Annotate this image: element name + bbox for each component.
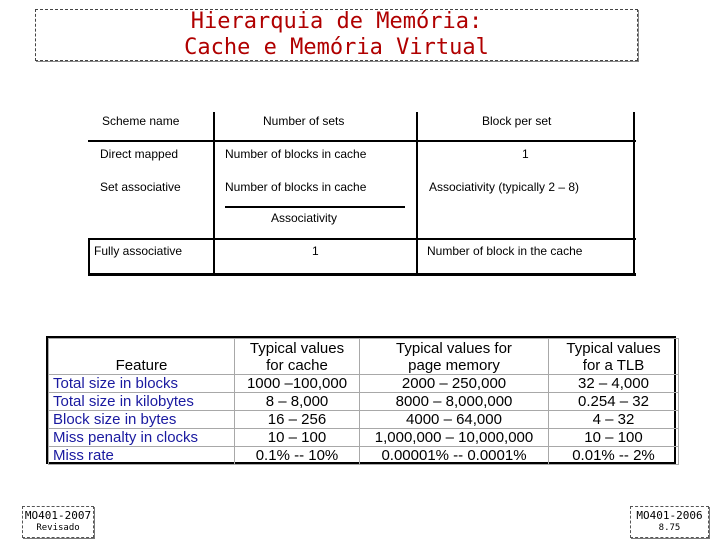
slide-title-line-1: Hierarquia de Memória: xyxy=(190,9,483,34)
row-fully-associative-blocks: Number of block in the cache xyxy=(427,244,583,258)
row-set-associative-sets-numerator: Number of blocks in cache xyxy=(225,180,367,194)
footer-left-note: Revisado xyxy=(36,523,80,533)
footer-course-right xyxy=(630,506,709,538)
header-scheme-name: Scheme name xyxy=(102,114,180,128)
header-tlb: Typical values for a TLB xyxy=(549,339,679,375)
tlb-cell: 10 – 100 xyxy=(549,429,679,447)
tlb-cell: 4 – 32 xyxy=(549,411,679,429)
table-row xyxy=(49,393,679,411)
table-rule xyxy=(88,240,90,275)
table-row xyxy=(49,447,679,465)
header-cache: Typical values for cache xyxy=(235,339,360,375)
row-fully-associative-scheme: Fully associative xyxy=(94,244,183,258)
header-page-memory: Typical values for page memory xyxy=(360,339,549,375)
header-feature: Feature xyxy=(49,339,235,375)
cache-cell: 16 – 256 xyxy=(235,411,360,429)
table-rule xyxy=(88,140,636,142)
row-set-associative-scheme: Set associative xyxy=(100,180,181,194)
cache-cell: 1000 –100,000 xyxy=(235,375,360,393)
table-row xyxy=(49,429,679,447)
table-rule xyxy=(88,238,636,240)
footer-left-course: MO401-2007 xyxy=(24,509,92,522)
row-set-associative-sets-denominator: Associativity xyxy=(271,211,338,225)
feature-cell: Total size in blocks xyxy=(49,375,235,393)
row-direct-mapped-scheme: Direct mapped xyxy=(100,147,179,161)
cache-cell: 0.1% -- 10% xyxy=(235,447,360,465)
tlb-cell: 0.254 – 32 xyxy=(549,393,679,411)
page-memory-cell: 1,000,000 – 10,000,000 xyxy=(360,429,549,447)
tlb-cell: 32 – 4,000 xyxy=(549,375,679,393)
feature-cell: Miss penalty in clocks xyxy=(49,429,235,447)
fraction-bar xyxy=(225,206,405,208)
footer-right-course: MO401-2006 xyxy=(636,509,703,522)
header-block-per-set: Block per set xyxy=(482,114,552,128)
row-direct-mapped-blocks: 1 xyxy=(522,147,529,161)
page-memory-cell: 2000 – 250,000 xyxy=(360,375,549,393)
cache-cell: 10 – 100 xyxy=(235,429,360,447)
row-fully-associative-sets: 1 xyxy=(312,244,319,258)
slide-title-box xyxy=(35,9,638,61)
table-rule xyxy=(416,112,418,275)
table-rule xyxy=(633,112,635,275)
header-number-of-sets: Number of sets xyxy=(263,114,345,128)
page-memory-cell: 4000 – 64,000 xyxy=(360,411,549,429)
table-rule xyxy=(213,112,215,275)
table-row xyxy=(49,411,679,429)
feature-cell: Total size in kilobytes xyxy=(49,393,235,411)
slide-title-line-2: Cache e Memória Virtual xyxy=(184,35,489,60)
row-direct-mapped-sets: Number of blocks in cache xyxy=(225,147,367,161)
feature-cell: Miss rate xyxy=(49,447,235,465)
scheme-table xyxy=(88,112,636,275)
comparison-table xyxy=(46,336,676,464)
row-set-associative-blocks: Associativity (typically 2 – 8) xyxy=(429,180,580,194)
tlb-cell: 0.01% -- 2% xyxy=(549,447,679,465)
page-memory-cell: 8000 – 8,000,000 xyxy=(360,393,549,411)
footer-course-left xyxy=(22,506,94,538)
cache-cell: 8 – 8,000 xyxy=(235,393,360,411)
table-rule xyxy=(88,273,636,276)
page-memory-cell: 0.00001% -- 0.0001% xyxy=(360,447,549,465)
footer-right-page: 8.75 xyxy=(658,523,681,533)
table-row xyxy=(49,375,679,393)
feature-cell: Block size in bytes xyxy=(49,411,235,429)
